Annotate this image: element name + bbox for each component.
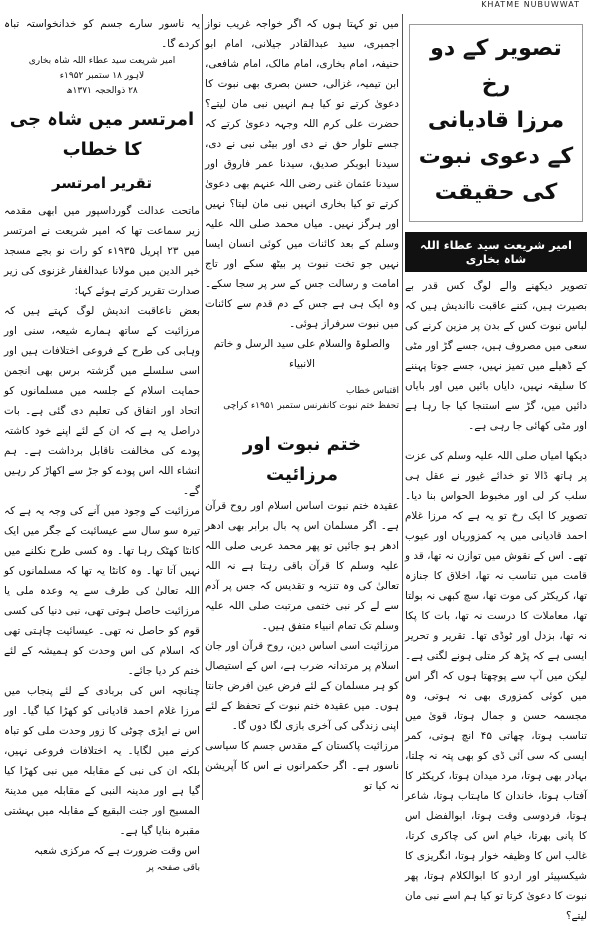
reference-label: اقتباس خطاب <box>346 386 399 396</box>
paragraph: دیکھا امیاں صلی اللہ علیہ وسلم کی عزت پر ہاتھ ڈالا تو خدائے غیور نے عقل ہی سلب کر لی اور مخبوط الحواس بنا دیا۔ تصویر کا ایک رخ تو یہ ہے کہ مرزا غلام احمد قادیانی میں یہ کمزوریاں اور عیوب تھے۔ اس کے نقوش میں توازن نہ تھا، قد و قامت میں تناسب نہ تھا، اخلاق کا جنازہ تھا، کریکٹر کی موت تھا، سچ کبھی نہ بولتا تھا، معاملات کا درست نہ تھا، بات کا پکا نہ تھا، بزدل اور ٹوڈی تھا۔ تقریر و تحریر ایسی ہے کہ پڑھ کر متلی ہونے لگتی ہے۔ لیکن میں آپ سے پوچھتا ہوں کہ اگر اس میں کوئی کمزوری بھی نہ ہوتی، وہ مجسمہ حسن و جمال ہوتا، قویٰ میں تناسب ہوتا، چھاتی ۴۵ انچ ہوتی، کمر ایسی کہ سی آئی ڈی کو بھی پتہ نہ چلتا، بہادر بھی ہوتا، مرد میدان ہوتا، کریکٹر کا آفتاب ہوتا، خاندان کا ماہتاب ہوتا، شاعر ہوتا، فردوسی وقت ہوتا، ابوالفضل اس کا پانی بھرتا، خیام اس کی چاکری کرتا، غالب اس کا وظیفہ خوار ہوتا، انگریزی کا شیکسپیئر اور اردو کا ابوالکلام ہوتا، پھر نبوت کا دعویٰ کرتا تو کیا ہم اسے نبی مان لیتے؟ <box>405 450 587 922</box>
continued-text: یہ ناسور سارے جسم کو خدانخواستہ تباہ کردے گا۔ <box>4 18 200 50</box>
paragraph: ماتحت عدالت گورداسپور میں ابھی مقدمہ زیر سماعت تھا کہ امیر شریعت نے امرتسر میں ۲۳ اپریل ۱۹۳۵ء کو رات نو بجے مسجد خیر الدین میں مولانا عبدالغفار غزنوی کی زیر صدارت تقریر کرتے ہوئے کہا: <box>4 205 200 297</box>
paragraph: میں تو کہتا ہوں کہ اگر خواجہ غریب نواز اجمیری، سید عبدالقادر جیلانی، امام ابو حنیفہ، امام بخاری، امام مالک، امام شافعی، ابن تیمیہ، غزالی، حسن بصری بھی نبوت کا دعویٰ کرتے تو کیا ہم انہیں نبی مان لیتے؟ حضرت علی کرم اللہ وجہہ دعویٰ کرتے کہ جسے تلوار حق نے دی اور بیٹی نبی نے دی، سیدنا ابوبکر صدیق، سیدنا عمر فاروق اور سیدنا عثمان غنی رضی اللہ عنہم بھی دعویٰ کرتے تو کیا بخاری انہیں نبی مان لیتا؟ نہیں اور ہرگز نہیں۔ میاں محمد صلی اللہ علیہ وسلم کے بعد کائنات میں کوئی انسان ایسا نہیں جو تخت نبوت پر بیٹھ سکے اور تاج امامت و رسالت جس کے سر پر سجا سکے۔ وہ ایک ہی ہے جس کے دم قدم سے کائنات میں نبوت سرفراز ہوئی۔ <box>205 18 399 330</box>
article-title-line-1: تصویر کے دو رخ <box>430 36 562 97</box>
paragraph: مرزائیت اسی اساس دین، روح قرآن اور جان اسلام پر مرتدانہ ضرب ہے، اس کے استیصال کو ہر مسلمان کے لئے فرض عین افرض جانتا ہوں۔ میں عقیدہ ختم نبوت کے تحفظ کے لئے اپنی زندگی کی آخری بازی لگا دوں گا۔ <box>205 640 399 732</box>
masthead: KHATME NUBUWWAT <box>481 0 580 9</box>
article-title-box <box>409 24 583 222</box>
paragraph: چنانچہ اس کی بربادی کے لئے پنجاب میں مرزا غلام احمد قادیانی کو کھڑا کیا گیا۔ اور اس نے ایڑی چوٹی کا زور وحدت ملی کو تباہ کرنے میں لگایا۔ یہ اختلافات فروعی نہیں، بلکہ ان کی نبی کے مقابلہ میں نبی کھڑا کیا گیا ہے اور مدینہ النبی کے مقابلہ میں مدینۃ المسیح اور جنت البقیع کے مقابلہ میں بہشتی مقبرہ بنایا گیا ہے۔ <box>4 685 200 837</box>
paragraph: تصویر دیکھنے والے لوگ کس قدر بے بصیرت ہیں، کتنے عاقبت نااندیش ہیں کہ لباس نبوت کس کے بدن پر مزین کرنے کی سعی میں مصروف ہیں، جسے گڑ اور مٹی کے ڈھیلے میں تمیز نہیں، جسے جوتا پہننے کا سلیقہ نہیں، دایاں بائیں میں اور بایاں دائیں میں، گڑ سے استنجا کیا جا رہا ہے اور مٹی کھائی جا رہی ہے۔ <box>405 280 587 432</box>
section-heading: ختم نبوت اور مرزائیت <box>242 434 362 485</box>
column-left <box>4 14 200 873</box>
column-divider <box>202 14 203 800</box>
hijri-date: ۲۸ ذوالحجہ ۱۳۷۱ھ <box>66 86 138 96</box>
column-right <box>405 14 587 922</box>
column-divider <box>402 14 403 800</box>
continued-note: باقی صفحہ پر <box>146 863 200 873</box>
paragraph: عقیدہ ختم نبوت اساس اسلام اور روح قرآن ہے۔ اگر مسلمان اس پہ بال برابر بھی ادھر ادھر ہو جائیں تو پھر محمد عربی صلی اللہ علیہ وسلم کا قرآن باقی رہتا ہے نہ اللہ تعالیٰ کی وہ تنزیہ و تقدیس کہ جس پر آدم سے لے کر نبی ختمی مرتبت صلی اللہ علیہ وسلم تک تمام انبیاء متفق ہیں۔ <box>205 500 399 632</box>
section-heading: امرتسر میں شاہ جی کا خطاب <box>9 109 195 160</box>
paragraph: مرزائیت کے وجود میں آنے کی وجہ یہ ہے کہ تیرہ سو سال سے عیسائیت کے جگر میں ایک کانٹا کھٹک رہا تھا۔ وہ کسی طرح نکلنے میں نہیں آتا تھا۔ وہ کانٹا یہ تھا کہ مسلمانوں کو اللہ تعالیٰ کی طرف سے یہ وعدہ ملی یا مرزائیت حاصل ہوتی تھی، نبی دنیا کی کسی قوم کو حاصل نہ تھی۔ عیسائیت چاہتی تھی کہ اسلام کی اس وحدت کو ہمیشہ کے لئے ختم کر دیا جائے۔ <box>4 505 200 677</box>
signature-name: امیر شریعت سید عطاء اللہ شاہ بخاری <box>28 56 176 66</box>
section-subheading: تقریر امرتسر <box>52 174 152 192</box>
paragraph: اس وقت ضرورت ہے کہ مرکزی شعبہ <box>33 845 200 857</box>
dateline: لاہور ۱۸ ستمبر ۱۹۵۲ء <box>59 71 145 81</box>
column-middle <box>205 14 399 800</box>
paragraph: مرزائیت پاکستان کے مقدس جسم کا سیاسی ناسور ہے۔ اگر حکمرانوں نے اس کا آپریشن نہ کیا تو <box>205 740 399 792</box>
closing-salutation: والصلوۃ والسلام علی سید الرسل و خاتم الانبیاء <box>213 338 391 370</box>
reference-source: تحفظ ختم نبوت کانفرنس ستمبر ۱۹۵۱ء کراچی <box>223 401 399 411</box>
quote-paragraph: بعض ناعاقبت اندیش لوگ کہتے ہیں کہ مرزائیت کے ساتھ ہمارے شیعہ، سنی اور وہابی کی طرح کے فروعی اختلافات ہیں اور اسی سلسلے میں گزشتہ برس بھی انجمن حمایت اسلام کے جلسہ میں مسلمانوں کو اتحاد اور اتفاق کی تعلیم دی گئی ہے۔ بات دراصل یہ ہے کہ ان کے لئے اپنے خود کاشتہ پودے کی مخالفت ناقابل برداشت ہے۔ ہم انشاء اللہ اس پودے کو جڑ سے اکھاڑ کر رہیں گے۔ <box>4 305 200 497</box>
author-banner: امیر شریعت سید عطاء اللہ شاہ بخاری <box>405 232 587 272</box>
article-title-line-2: مرزا قادیانی کے دعوی نبوت <box>418 108 574 169</box>
article-title-line-3: کی حقیقت <box>434 180 558 205</box>
